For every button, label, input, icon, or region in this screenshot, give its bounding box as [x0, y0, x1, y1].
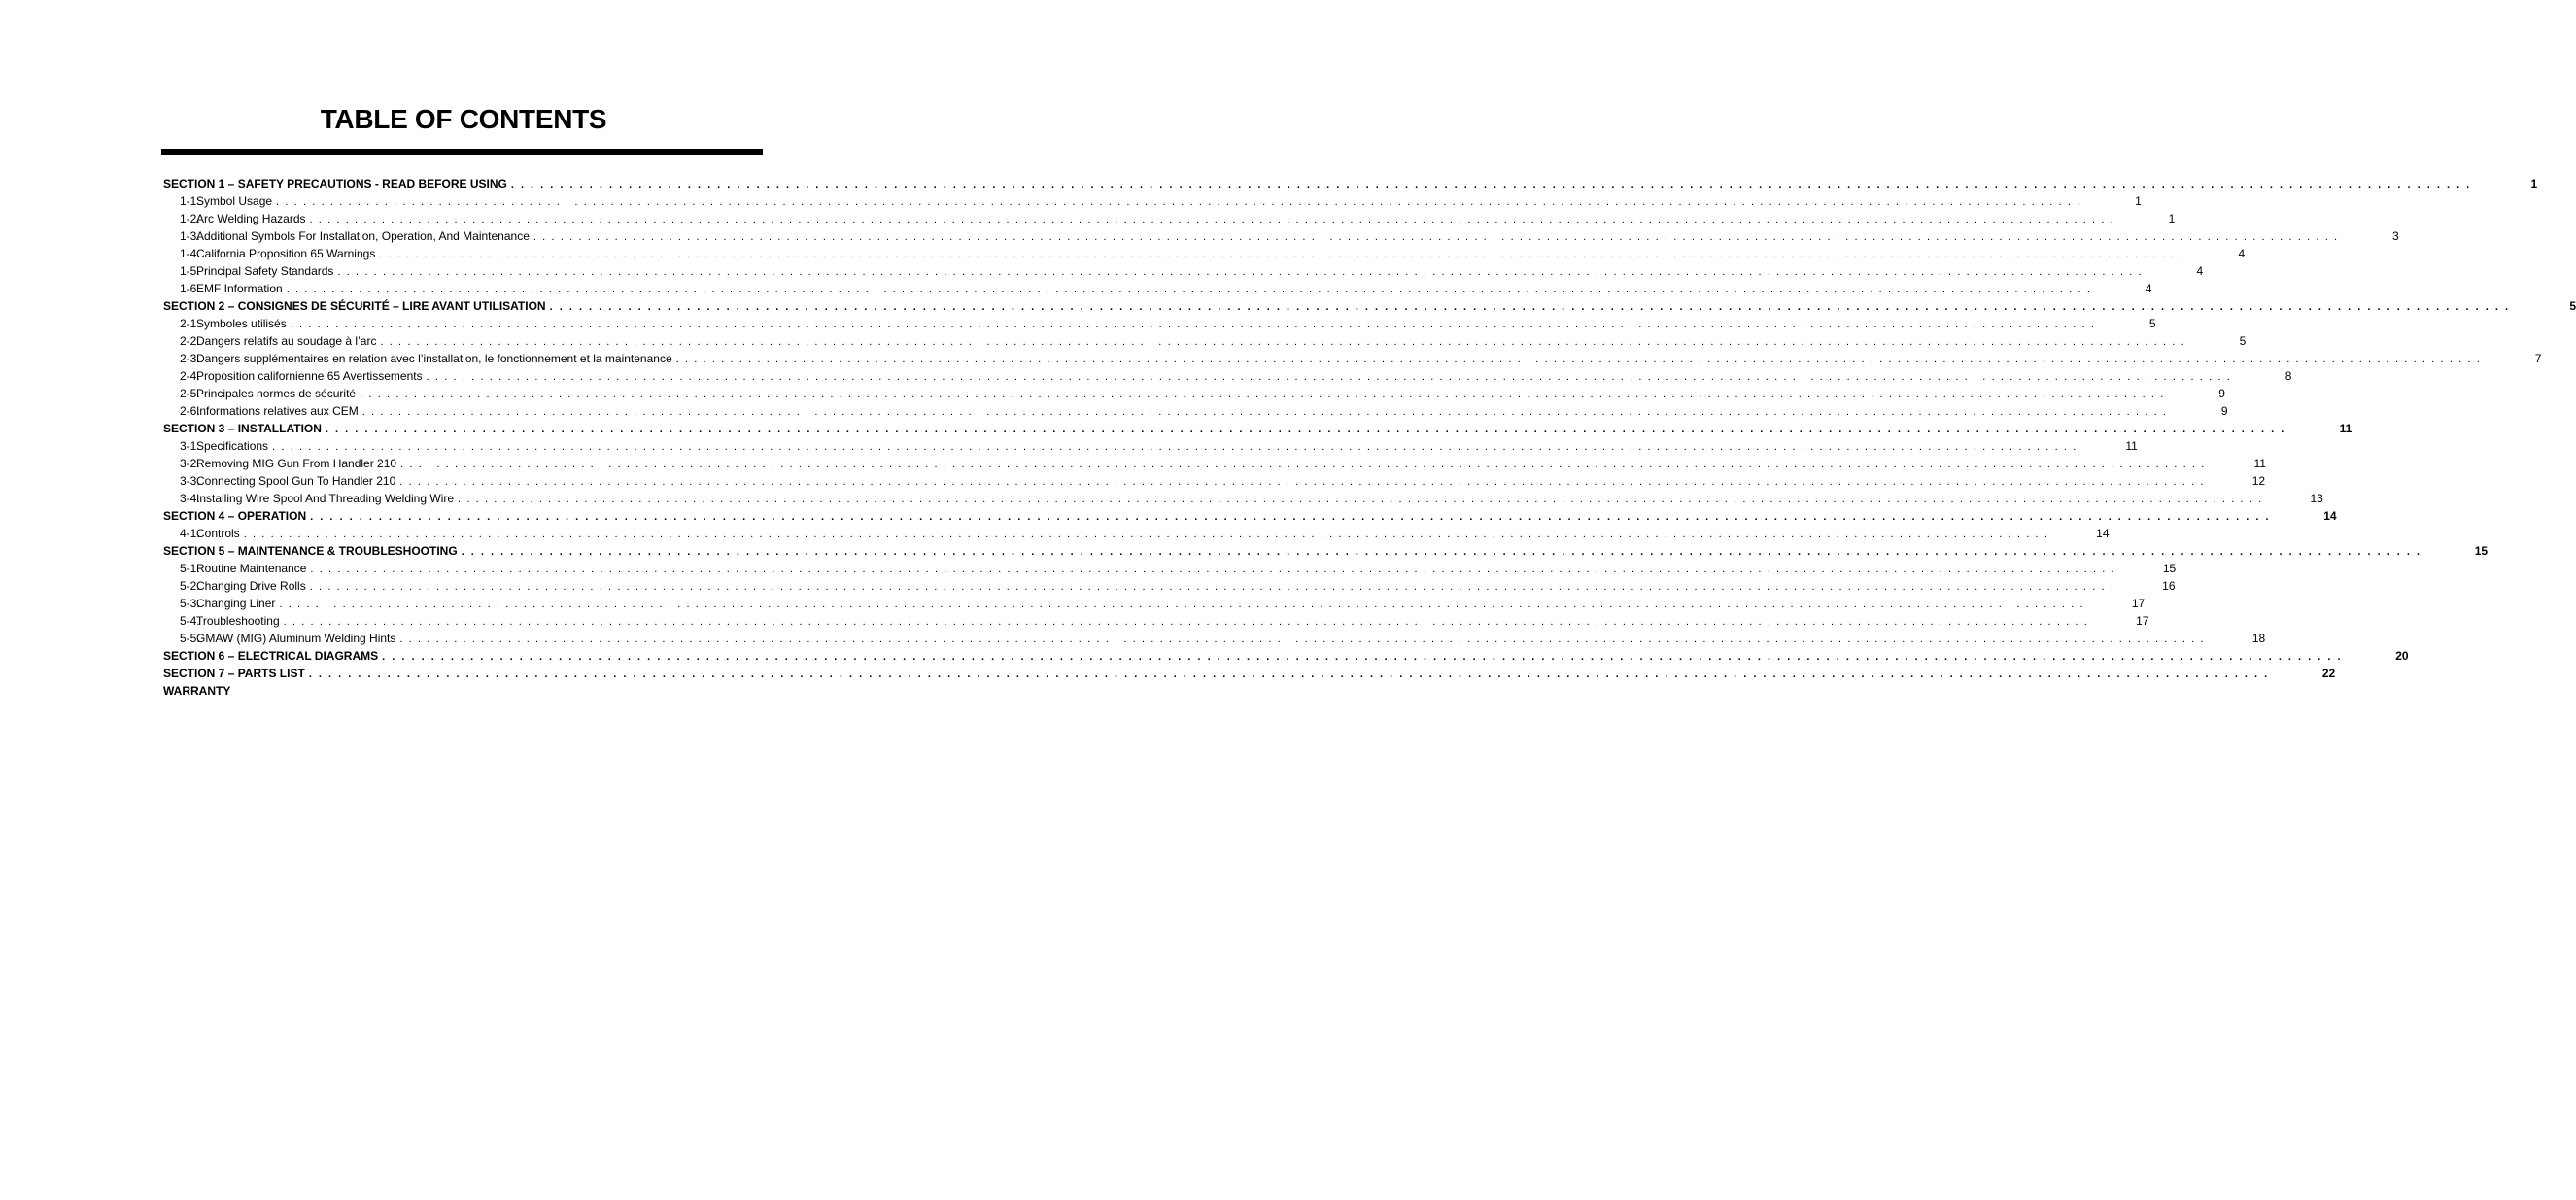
toc-page-number: 4	[2238, 247, 2246, 260]
toc-page-number: 18	[2251, 632, 2266, 645]
toc-dot-leader: . . . . . . . . . . . . . . . . . . . . . . . . . . . . . . . . . . . . . . . . . . . . . . . . . . . . . . . . . . . . . . . . . . . . . . . . . . . . . . . . . . . . . . . . . . . . . . . . . . . . . . . . . . . . . . . . . . . . . . . . . . . . . . . . . . . . . . . . . . . . . . . . . . . . . . . . . . . . . . . . . . . . . . . . . . . . . . . . . . . . . . . . . . . . . . . . . . . . . . . .	[399, 476, 2206, 488]
toc-dot-leader: . . . . . . . . . . . . . . . . . . . . . . . . . . . . . . . . . . . . . . . . . . . . . . . . . . . . . . . . . . . . . . . . . . . . . . . . . . . . . . . . . . . . . . . . . . . . . . . . . . . . . . . . . . . . . . . . . . . . . . . . . . . . . . . . . . . . . . . . . . . . . . . . . . . . . . . . . . . . . . . . . . . . . . . . . . . . . . . . . . . . . . . . . . . . . . . . . . . . . . . .	[243, 529, 2049, 540]
toc-subsection-row[interactable]	[163, 612, 2149, 630]
toc-subsection-row[interactable]	[163, 577, 2176, 595]
toc-dot-leader: . . . . . . . . . . . . . . . . . . . . . . . . . . . . . . . . . . . . . . . . . . . . . . . . . . . . . . . . . . . . . . . . . . . . . . . . . . . . . . . . . . . . . . . . . . . . . . . . . . . . . . . . . . . . . . . . . . . . . . . . . . . . . . . . . . . . . . . . . . . . . . . . . . . . . . . . . . . . . . . . . . . . . . . . . . . . . . . . . . . . . . . . . . . . . . . . . . . . . . . .	[382, 651, 2343, 663]
toc-page-number: 16	[2162, 579, 2176, 593]
toc-dot-leader: . . . . . . . . . . . . . . . . . . . . . . . . . . . . . . . . . . . . . . . . . . . . . . . . . . . . . . . . . . . . . . . . . . . . . . . . . . . . . . . . . . . . . . . . . . . . . . . . . . . . . . . . . . . . . . . . . . . . . . . . . . . . . . . . . . . . . . . . . . . . . . . . . . . . . . . . . . . . . . . . . . . . . . . . . . . . . . . . . . . . . . . . . . . . . . . . . . . . . . . .	[461, 546, 2422, 558]
toc-page-number: 17	[2131, 597, 2146, 610]
table-of-contents	[163, 175, 2576, 700]
toc-entry-number: 1-2.	[180, 212, 200, 225]
toc-subsection-row[interactable]	[163, 192, 2142, 210]
toc-section-row[interactable]	[163, 420, 2353, 437]
toc-dot-leader: . . . . . . . . . . . . . . . . . . . . . . . . . . . . . . . . . . . . . . . . . . . . . . . . . . . . . . . . . . . . . . . . . . . . . . . . . . . . . . . . . . . . . . . . . . . . . . . . . . . . . . . . . . . . . . . . . . . . . . . . . . . . . . . . . . . . . . . . . . . . . . . . . . . . . . . . . . . . . . . . . . . . . . . . . . . . . . . . . . . . . . . . . . . . . . . . . . . . . . . .	[283, 616, 2089, 628]
toc-page-number: 7	[2534, 352, 2542, 365]
toc-subsection-row[interactable]	[163, 437, 2138, 455]
toc-dot-leader: . . . . . . . . . . . . . . . . . . . . . . . . . . . . . . . . . . . . . . . . . . . . . . . . . . . . . . . . . . . . . . . . . . . . . . . . . . . . . . . . . . . . . . . . . . . . . . . . . . . . . . . . . . . . . . . . . . . . . . . . . . . . . . . . . . . . . . . . . . . . . . . . . . . . . . . . . . . . . . . . . . . . . . . . . . . . . . . . . . . . . . . . . . . . . . . . . . . . . . . .	[379, 249, 2185, 260]
toc-section-row[interactable]	[163, 542, 2489, 560]
toc-dot-leader: . . . . . . . . . . . . . . . . . . . . . . . . . . . . . . . . . . . . . . . . . . . . . . . . . . . . . . . . . . . . . . . . . . . . . . . . . . . . . . . . . . . . . . . . . . . . . . . . . . . . . . . . . . . . . . . . . . . . . . . . . . . . . . . . . . . . . . . . . . . . . . . . . . . . . . . . . . . . . . . . . . . . . . . . . . . . . . . . . . . . . . . . . . . . . . . . . . . . . . . .	[549, 301, 2511, 313]
toc-subsection-row[interactable]	[163, 455, 2266, 472]
toc-subsection-row[interactable]	[163, 367, 2292, 385]
toc-entry-label: SECTION 6 – ELECTRICAL DIAGRAMS	[163, 649, 379, 663]
toc-subsection-row[interactable]	[163, 315, 2156, 332]
toc-page-number: 12	[2251, 474, 2266, 488]
toc-subsection-row[interactable]	[163, 560, 2177, 577]
toc-section-row[interactable]	[163, 682, 764, 700]
toc-section-row[interactable]	[163, 665, 2336, 682]
toc-page-number: 5	[2569, 299, 2576, 313]
toc-dot-leader: . . . . . . . . . . . . . . . . . . . . . . . . . . . . . . . . . . . . . . . . . . . . . . . . . . . . . . . . . . . . . . . . . . . . . . . . . . . . . . . . . . . . . . . . . . . . . . . . . . . . . . . . . . . . . . . . . . . . . . . . . . . . . . . . . . . . . . . . . . . . . . . . . . . . . . . . . . . . . . . . . . . . . . . . . . . . . . . . . . . . . . . . . . . . . . . . . . . . . . . .	[290, 319, 2096, 330]
toc-entry-number: 3-2.	[180, 457, 200, 470]
toc-section-row[interactable]	[163, 175, 2538, 192]
toc-dot-leader: . . . . . . . . . . . . . . . . . . . . . . . . . . . . . . . . . . . . . . . . . . . . . . . . . . . . . . . . . . . . . . . . . . . . . . . . . . . . . . . . . . . . . . . . . . . . . . . . . . . . . . . . . . . . . . . . . . . . . . . . . . . . . . . . . . . . . . . . . . . . . . . . . . . . . . . . . . . . . . . . . . . . . . . . . . . . . . . . . . . . . . . . . . . . . . . . . . . . . . . .	[308, 669, 2270, 680]
toc-subsection-row[interactable]	[163, 280, 2152, 297]
toc-entry-number: 1-6.	[180, 282, 200, 295]
toc-dot-leader: . . . . . . . . . . . . . . . . . . . . . . . . . . . . . . . . . . . . . . . . . . . . . . . . . . . . . . . . . . . . . . . . . . . . . . . . . . . . . . . . . . . . . . . . . . . . . . . . . . . . . . . . . . . . . . . . . . . . . . . . . . . . . . . . . . . . . . . . . . . . . . . . . . . . . . . . . . . . . . . . . . . . . . . . . . . . . . . . . . . . . . . . . . . . . . . . . . . . . . . .	[286, 284, 2092, 295]
toc-entry-label: SECTION 1 – SAFETY PRECAUTIONS - READ BEFORE USING	[163, 177, 507, 190]
toc-dot-leader: . . . . . . . . . . . . . . . . . . . . . . . . . . . . . . . . . . . . . . . . . . . . . . . . . . . . . . . . . . . . . . . . . . . . . . . . . . . . . . . . . . . . . . . . . . . . . . . . . . . . . . . . . . . . . . . . . . . . . . . . . . . . . . . . . . . . . . . . . . . . . . . . . . . . . . . . . . . . . . . . . . . . . . . . . . . . . . . . . . . . . . . . . . . . . . . . . . . . . . . .	[309, 581, 2115, 593]
toc-page-number: 5	[2148, 317, 2156, 330]
toc-entry-number: 2-2.	[180, 334, 200, 348]
toc-subsection-row[interactable]	[163, 210, 2176, 227]
toc-dot-leader: . . . . . . . . . . . . . . . . . . . . . . . . . . . . . . . . . . . . . . . . . . . . . . . . . . . . . . . . . . . . . . . . . . . . . . . . . . . . . . . . . . . . . . . . . . . . . . . . . . . . . . . . . . . . . . . . . . . . . . . . . . . . . . . . . . . . . . . . . . . . . . . . . . . . . . . . . . . . . . . . . . . . . . . . . . . . . . . . . . . . . . . . . . . . . . . . . . . . . . . .	[309, 214, 2115, 225]
toc-page-number: 4	[2145, 282, 2152, 295]
toc-subsection-row[interactable]	[163, 595, 2146, 612]
toc-entry-label: Dangers relatifs au soudage à l’arc	[196, 334, 377, 348]
toc-dot-leader: . . . . . . . . . . . . . . . . . . . . . . . . . . . . . . . . . . . . . . . . . . . . . . . . . . . . . . . . . . . . . . . . . . . . . . . . . . . . . . . . . . . . . . . . . . . . . . . . . . . . . . . . . . . . . . . . . . . . . . . . . . . . . . . . . . . . . . . . . . . . . . . . . . . . . . . . . . . . . . . . . . . . . . . . . . . . . . . . . . . . . . . . . . . . . . . . . . . . . . . .	[279, 599, 2085, 610]
toc-dot-leader: . . . . . . . . . . . . . . . . . . . . . . . . . . . . . . . . . . . . . . . . . . . . . . . . . . . . . . . . . . . . . . . . . . . . . . . . . . . . . . . . . . . . . . . . . . . . . . . . . . . . . . . . . . . . . . . . . . . . . . . . . . . . . . . . . . . . . . . . . . . . . . . . . . . . . . . . . . . . . . . . . . . . . . . . . . . . . . . . . . . . . . . . . . . . . . . . . . . . . . . .	[276, 196, 2081, 208]
toc-entry-number: 3-3.	[180, 474, 200, 488]
toc-entry-label: GMAW (MIG) Aluminum Welding Hints	[196, 632, 396, 645]
toc-subsection-row[interactable]	[163, 227, 2399, 245]
toc-entry-number: 5-3.	[180, 597, 200, 610]
title-rule	[161, 149, 763, 155]
toc-page-number: 4	[2196, 264, 2204, 278]
toc-entry-number: 2-4.	[180, 369, 200, 383]
toc-page-number: 9	[2220, 404, 2228, 418]
toc-entry-label: Controls	[196, 527, 240, 540]
toc-page-number: 15	[2162, 562, 2177, 575]
toc-page-number: 15	[2474, 544, 2489, 558]
toc-page-number: 1	[2530, 177, 2538, 190]
toc-page-number: 5	[2239, 334, 2247, 348]
toc-dot-leader: . . . . . . . . . . . . . . . . . . . . . . . . . . . . . . . . . . . . . . . . . . . . . . . . . . . . . . . . . . . . . . . . . . . . . . . . . . . . . . . . . . . . . . . . . . . . . . . . . . . . . . . . . . . . . . . . . . . . . . . . . . . . . . . . . . . . . . . . . . . . . . . . . . . . . . . . . . . . . . . . . . . . . . . . . . . . . . . . . . . . . . . . . . . . . . . . . . . . . . . .	[310, 564, 2116, 575]
toc-page-number: 13	[2310, 492, 2323, 505]
toc-entry-label: SECTION 5 – MAINTENANCE & TROUBLESHOOTING	[163, 544, 458, 558]
toc-entry-number: 3-4.	[180, 492, 200, 505]
toc-entry-number: 5-1.	[180, 562, 200, 575]
toc-dot-leader: . . . . . . . . . . . . . . . . . . . . . . . . . . . . . . . . . . . . . . . . . . . . . . . . . . . . . . . . . . . . . . . . . . . . . . . . . . . . . . . . . . . . . . . . . . . . . . . . . . . . . . . . . . . . . . . . . . . . . . . . . . . . . . . . . . . . . . . . . . . . . . . . . . . . . . . . . . . . . . . . . . . . . . . . . . . . . . . . . . . . . . . . . . . . . . . . . . . . . . . .	[675, 354, 2482, 365]
toc-dot-leader: . . . . . . . . . . . . . . . . . . . . . . . . . . . . . . . . . . . . . . . . . . . . . . . . . . . . . . . . . . . . . . . . . . . . . . . . . . . . . . . . . . . . . . . . . . . . . . . . . . . . . . . . . . . . . . . . . . . . . . . . . . . . . . . . . . . . . . . . . . . . . . . . . . . . . . . . . . . . . . . . . . . . . . . . . . . . . . . . . . . . . . . . . . . . . . . . . . . . . . . .	[426, 371, 2232, 383]
toc-entry-label: Additional Symbols For Installation, Operation, And Maintenance	[196, 229, 530, 243]
toc-entry-label: SECTION 7 – PARTS LIST	[163, 667, 305, 680]
toc-page-number: 11	[2125, 439, 2138, 453]
toc-dot-leader: . . . . . . . . . . . . . . . . . . . . . . . . . . . . . . . . . . . . . . . . . . . . . . . . . . . . . . . . . . . . . . . . . . . . . . . . . . . . . . . . . . . . . . . . . . . . . . . . . . . . . . . . . . . . . . . . . . . . . . . . . . . . . . . . . . . . . . . . . . . . . . . . . . . . . . . . . . . . . . . . . . . . . . . . . . . . . . . . . . . . . . . . . . . . . . . . . . . . . . . .	[272, 441, 2078, 453]
toc-entry-label: Specifications	[196, 439, 269, 453]
toc-subsection-row[interactable]	[163, 402, 2228, 420]
toc-dot-leader: . . . . . . . . . . . . . . . . . . . . . . . . . . . . . . . . . . . . . . . . . . . . . . . . . . . . . . . . . . . . . . . . . . . . . . . . . . . . . . . . . . . . . . . . . . . . . . . . . . . . . . . . . . . . . . . . . . . . . . . . . . . . . . . . . . . . . . . . . . . . . . . . . . . . . . . . . . . . . . . . . . . . . . . . . . . . . . . . . . . . . . . . . . . . . . . . . . . . . . . .	[380, 336, 2186, 348]
toc-entry-label: Installing Wire Spool And Threading Welding Wire	[196, 492, 455, 505]
toc-entry-number: 2-3.	[180, 352, 200, 365]
toc-entry-number: 5-2.	[180, 579, 200, 593]
toc-page-number: 22	[2321, 667, 2336, 680]
toc-entry-label: Changing Liner	[196, 597, 276, 610]
toc-subsection-row[interactable]	[163, 630, 2266, 647]
toc-entry-label: Informations relatives aux CEM	[196, 404, 359, 418]
toc-page-number: 14	[2096, 527, 2110, 540]
toc-entry-number: 1-4.	[180, 247, 200, 260]
toc-dot-leader: . . . . . . . . . . . . . . . . . . . . . . . . . . . . . . . . . . . . . . . . . . . . . . . . . . . . . . . . . . . . . . . . . . . . . . . . . . . . . . . . . . . . . . . . . . . . . . . . . . . . . . . . . . . . . . . . . . . . . . . . . . . . . . . . . . . . . . . . . . . . . . . . . . . . . . . . . . . . . . . . . . . . . . . . . . . . . . . . . . . . . . . . . . . . . . . . . . . . . . . .	[310, 511, 2271, 523]
toc-dot-leader: . . . . . . . . . . . . . . . . . . . . . . . . . . . . . . . . . . . . . . . . . . . . . . . . . . . . . . . . . . . . . . . . . . . . . . . . . . . . . . . . . . . . . . . . . . . . . . . . . . . . . . . . . . . . . . . . . . . . . . . . . . . . . . . . . . . . . . . . . . . . . . . . . . . . . . . . . . . . . . . . . . . . . . . . . . . . . . . . . . . . . . . . . . . . . . . . . . . . . . . .	[400, 459, 2206, 470]
toc-subsection-row[interactable]	[163, 245, 2246, 262]
toc-entry-number: 2-1.	[180, 317, 200, 330]
toc-dot-leader: . . . . . . . . . . . . . . . . . . . . . . . . . . . . . . . . . . . . . . . . . . . . . . . . . . . . . . . . . . . . . . . . . . . . . . . . . . . . . . . . . . . . . . . . . . . . . . . . . . . . . . . . . . . . . . . . . . . . . . . . . . . . . . . . . . . . . . . . . . . . . . . . . . . . . . . . . . . . . . . . . . . . . . . . . . . . . . . . . . . . . . . . . . . . . . . . . . . . . . . .	[532, 231, 2339, 243]
toc-entry-label: Arc Welding Hazards	[196, 212, 306, 225]
toc-entry-label: Proposition californienne 65 Avertissements	[196, 369, 423, 383]
toc-entry-label: Symbol Usage	[196, 194, 273, 208]
toc-entry-label: California Proposition 65 Warnings	[196, 247, 376, 260]
toc-page-number: 14	[2323, 509, 2337, 523]
toc-subsection-row[interactable]	[163, 332, 2247, 350]
toc-entry-label: Principales normes de sécurité	[196, 387, 357, 400]
toc-page-number: 17	[2136, 614, 2149, 628]
toc-entry-number: 2-6.	[180, 404, 200, 418]
toc-entry-label: SECTION 4 – OPERATION	[163, 509, 307, 523]
toc-subsection-row[interactable]	[163, 350, 2542, 367]
toc-entry-label: SECTION 2 – CONSIGNES DE SÉCURITÉ – LIRE AVANT UTILISATION	[163, 299, 546, 313]
toc-page-number: 1	[2135, 194, 2142, 208]
toc-dot-leader: . . . . . . . . . . . . . . . . . . . . . . . . . . . . . . . . . . . . . . . . . . . . . . . . . . . . . . . . . . . . . . . . . . . . . . . . . . . . . . . . . . . . . . . . . . . . . . . . . . . . . . . . . . . . . . . . . . . . . . . . . . . . . . . . . . . . . . . . . . . . . . . . . . . . . . . . . . . . . . . . . . . . . . . . . . . . . . . . . . . . . . . . . . . . . . . . . . . . . . . .	[458, 494, 2263, 505]
toc-page-number: 3	[2392, 229, 2399, 243]
toc-page-number: 11	[2339, 422, 2353, 435]
toc-entry-number: 3-1.	[180, 439, 200, 453]
toc-subsection-row[interactable]	[163, 385, 2225, 402]
toc-dot-leader: . . . . . . . . . . . . . . . . . . . . . . . . . . . . . . . . . . . . . . . . . . . . . . . . . . . . . . . . . . . . . . . . . . . . . . . . . . . . . . . . . . . . . . . . . . . . . . . . . . . . . . . . . . . . . . . . . . . . . . . . . . . . . . . . . . . . . . . . . . . . . . . . . . . . . . . . . . . . . . . . . . . . . . . . . . . . . . . . . . . . . . . . . . . . . . . . . . . . . . . .	[325, 424, 2286, 435]
toc-entry-label: SECTION 3 – INSTALLATION	[163, 422, 322, 435]
toc-section-row[interactable]	[163, 297, 2576, 315]
toc-subsection-row[interactable]	[163, 525, 2110, 542]
toc-entry-number: 5-4.	[180, 614, 200, 628]
toc-entry-label: Dangers supplémentaires en relation avec l’installation, le fonctionnement et la maintenance	[196, 352, 672, 365]
toc-dot-leader: . . . . . . . . . . . . . . . . . . . . . . . . . . . . . . . . . . . . . . . . . . . . . . . . . . . . . . . . . . . . . . . . . . . . . . . . . . . . . . . . . . . . . . . . . . . . . . . . . . . . . . . . . . . . . . . . . . . . . . . . . . . . . . . . . . . . . . . . . . . . . . . . . . . . . . . . . . . . . . . . . . . . . . . . . . . . . . . . . . . . . . . . . . . . . . . . . . . . . . . .	[360, 389, 2165, 400]
toc-entry-number: 1-3.	[180, 229, 200, 243]
toc-section-row[interactable]	[163, 647, 2409, 665]
toc-entry-number: 2-5.	[180, 387, 200, 400]
toc-subsection-row[interactable]	[163, 490, 2323, 507]
toc-dot-leader: . . . . . . . . . . . . . . . . . . . . . . . . . . . . . . . . . . . . . . . . . . . . . . . . . . . . . . . . . . . . . . . . . . . . . . . . . . . . . . . . . . . . . . . . . . . . . . . . . . . . . . . . . . . . . . . . . . . . . . . . . . . . . . . . . . . . . . . . . . . . . . . . . . . . . . . . . . . . . . . . . . . . . . . . . . . . . . . . . . . . . . . . . . . . . . . . . . . . . . . .	[399, 634, 2206, 645]
toc-entry-label: Symboles utilisés	[196, 317, 287, 330]
toc-dot-leader: . . . . . . . . . . . . . . . . . . . . . . . . . . . . . . . . . . . . . . . . . . . . . . . . . . . . . . . . . . . . . . . . . . . . . . . . . . . . . . . . . . . . . . . . . . . . . . . . . . . . . . . . . . . . . . . . . . . . . . . . . . . . . . . . . . . . . . . . . . . . . . . . . . . . . . . . . . . . . . . . . . . . . . . . . . . . . . . . . . . . . . . . . . . . . . . . . . . . . . . .	[510, 179, 2472, 190]
page-title: TABLE OF CONTENTS	[320, 104, 607, 134]
toc-section-row[interactable]	[163, 507, 2337, 525]
toc-entry-number: 1-1.	[180, 194, 200, 208]
toc-page-number: 8	[2284, 369, 2292, 383]
toc-page-number: 11	[2253, 457, 2266, 470]
toc-page-number: 20	[2395, 649, 2409, 663]
toc-entry-label: WARRANTY	[163, 684, 231, 698]
toc-entry-number: 1-5.	[180, 264, 200, 278]
toc-subsection-row[interactable]	[163, 262, 2204, 280]
toc-entry-label: Principal Safety Standards	[196, 264, 334, 278]
toc-entry-label: Connecting Spool Gun To Handler 210	[196, 474, 396, 488]
toc-entry-number: 4-1.	[180, 527, 200, 540]
toc-entry-label: Changing Drive Rolls	[196, 579, 306, 593]
toc-entry-label: Troubleshooting	[196, 614, 280, 628]
toc-page-number: 1	[2168, 212, 2176, 225]
toc-dot-leader: . . . . . . . . . . . . . . . . . . . . . . . . . . . . . . . . . . . . . . . . . . . . . . . . . . . . . . . . . . . . . . . . . . . . . . . . . . . . . . . . . . . . . . . . . . . . . . . . . . . . . . . . . . . . . . . . . . . . . . . . . . . . . . . . . . . . . . . . . . . . . . . . . . . . . . . . . . . . . . . . . . . . . . . . . . . . . . . . . . . . . . . . . . . . . . . . . . . . . . . .	[361, 406, 2168, 418]
toc-entry-label: Removing MIG Gun From Handler 210	[196, 457, 397, 470]
toc-subsection-row[interactable]	[163, 472, 2266, 490]
toc-entry-label: Routine Maintenance	[196, 562, 307, 575]
toc-entry-number: 5-5.	[180, 632, 200, 645]
toc-page-number: 9	[2218, 387, 2225, 400]
toc-dot-leader: . . . . . . . . . . . . . . . . . . . . . . . . . . . . . . . . . . . . . . . . . . . . . . . . . . . . . . . . . . . . . . . . . . . . . . . . . . . . . . . . . . . . . . . . . . . . . . . . . . . . . . . . . . . . . . . . . . . . . . . . . . . . . . . . . . . . . . . . . . . . . . . . . . . . . . . . . . . . . . . . . . . . . . . . . . . . . . . . . . . . . . . . . . . . . . . . . . . . . . . .	[337, 266, 2144, 278]
toc-entry-label: EMF Information	[196, 282, 283, 295]
